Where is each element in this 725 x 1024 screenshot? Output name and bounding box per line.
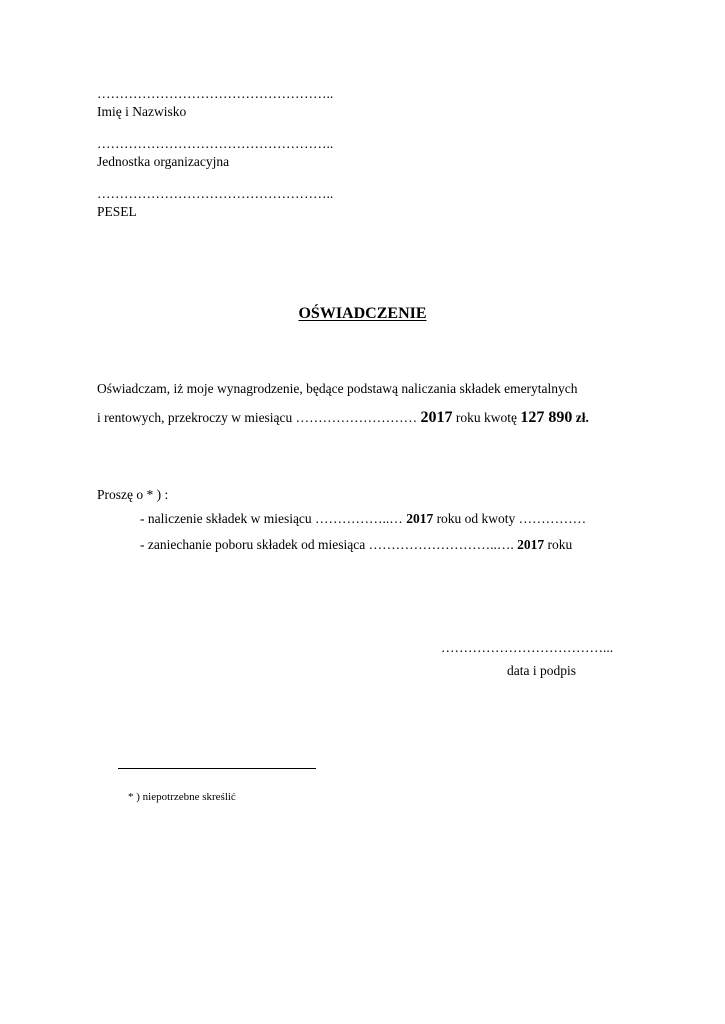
statement-amount-label: roku kwotę <box>452 410 521 425</box>
statement-amount: 127 890 <box>520 409 573 426</box>
unit-field-dots: …………………………………………….. <box>97 136 334 151</box>
pesel-field-dots: …………………………………………….. <box>97 186 334 201</box>
footnote: * ) niepotrzebne skreślić <box>128 791 236 803</box>
signature-label: data i podpis <box>507 663 576 678</box>
name-field-dots: …………………………………………….. <box>97 86 334 101</box>
request-item-2-text: - zaniechanie poboru składek od miesiąca ………………………..…. <box>140 537 518 552</box>
footnote-separator <box>118 768 316 769</box>
request-item-2-year: 2017 <box>517 537 545 552</box>
request-item-1-text: - naliczenie składek w miesiącu ……………..… <box>140 511 407 526</box>
statement-year: 2017 <box>420 409 453 426</box>
statement-line-2-text: i rentowych, przekroczy w miesiącu ……………………… <box>97 410 421 425</box>
request-item-1-rest: roku od kwoty …………… <box>433 511 587 526</box>
signature-dots: ………………………………... <box>441 640 614 655</box>
statement-currency: zł. <box>572 410 589 425</box>
unit-field-label: Jednostka organizacyjna <box>97 154 230 169</box>
statement-line-2 <box>97 409 589 427</box>
document-title: OŚWIADCZENIE <box>298 305 427 322</box>
request-item-1 <box>140 511 586 527</box>
statement-line-1: Oświadczam, iż moje wynagrodzenie, będące podstawą naliczania składek emerytalnych <box>97 381 578 396</box>
request-heading: Proszę o * ) : <box>97 487 169 502</box>
pesel-field-label: PESEL <box>97 204 137 219</box>
name-field-label: Imię i Nazwisko <box>97 104 187 119</box>
request-item-2-rest: roku <box>544 537 573 552</box>
request-item-1-year: 2017 <box>406 511 434 526</box>
request-item-2 <box>140 537 572 553</box>
